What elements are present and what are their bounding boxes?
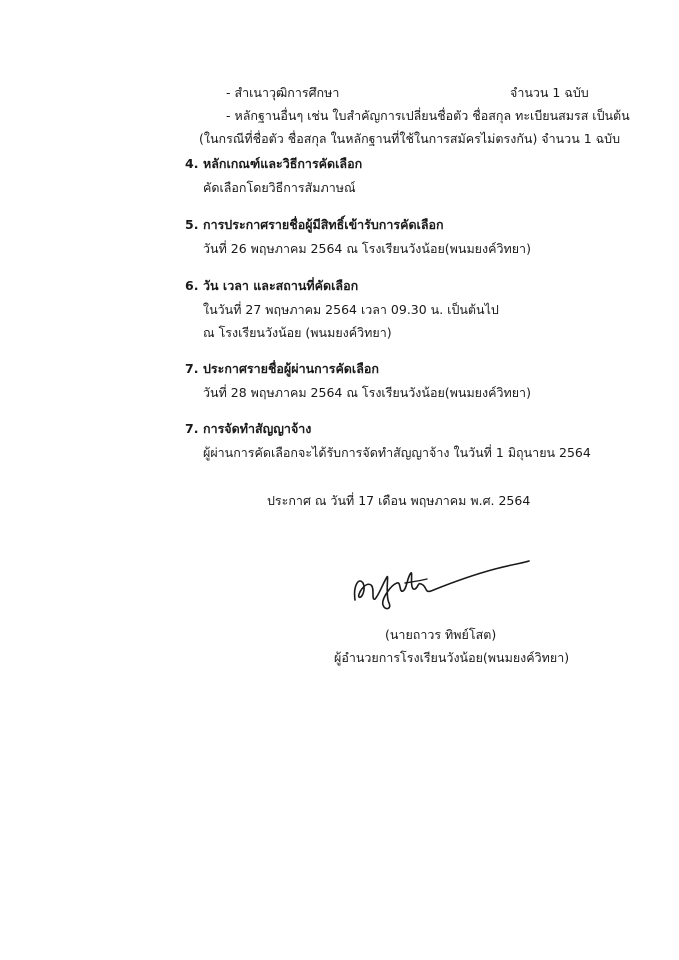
section-5-heading <box>185 217 444 233</box>
section-7a-line-1: วันที่ 28 พฤษภาคม 2564 ณ โรงเรียนวังน้อย(พนมยงค์วิทยา) <box>203 385 531 400</box>
section-title: หลักเกณฑ์และวิธีการคัดเลือก <box>203 156 363 171</box>
signature-image <box>345 555 535 615</box>
doc-item-transcript-count: จำนวน 1 ฉบับ <box>510 85 589 100</box>
section-4-heading <box>185 156 362 172</box>
section-number: 7. <box>185 361 199 376</box>
signatory-title: ผู้อำนวยการโรงเรียนวังน้อย(พนมยงค์วิทยา) <box>334 650 570 665</box>
section-6-line-2: ณ โรงเรียนวังน้อย (พนมยงค์วิทยา) <box>203 325 392 340</box>
section-number: 7. <box>185 421 199 436</box>
section-number: 5. <box>185 217 199 232</box>
section-title: การจัดทำสัญญาจ้าง <box>203 421 312 436</box>
section-6-heading <box>185 278 358 294</box>
section-4-line-1: คัดเลือกโดยวิธีการสัมภาษณ์ <box>203 180 356 195</box>
section-number: 4. <box>185 156 199 171</box>
section-5-line-1: วันที่ 26 พฤษภาคม 2564 ณ โรงเรียนวังน้อย(พนมยงค์วิทยา) <box>203 241 531 256</box>
section-7b-line-1: ผู้ผ่านการคัดเลือกจะได้รับการจัดทำสัญญาจ้าง ในวันที่ 1 มิถุนายน 2564 <box>203 445 591 460</box>
section-title: ประกาศรายชื่อผู้ผ่านการคัดเลือก <box>203 361 379 376</box>
doc-item-other-evidence: - หลักฐานอื่นๆ เช่น ใบสำคัญการเปลี่ยนชื่อตัว ชื่อสกุล ทะเบียนสมรส เป็นต้น <box>226 108 630 123</box>
section-title: การประกาศรายชื่อผู้มีสิทธิ์เข้ารับการคัดเลือก <box>203 217 444 232</box>
doc-item-other-evidence-note: (ในกรณีที่ชื่อตัว ชื่อสกุล ในหลักฐานที่ใช้ในการสมัครไม่ตรงกัน) จำนวน 1 ฉบับ <box>199 131 621 146</box>
section-number: 6. <box>185 278 199 293</box>
section-7a-heading <box>185 361 379 377</box>
announcement-date: ประกาศ ณ วันที่ 17 เดือน พฤษภาคม พ.ศ. 2564 <box>267 493 531 508</box>
section-7b-heading <box>185 421 311 437</box>
signatory-name: (นายถาวร ทิพย์โสต) <box>385 627 497 642</box>
section-6-line-1: ในวันที่ 27 พฤษภาคม 2564 เวลา 09.30 น. เป็นต้นไป <box>203 302 499 317</box>
section-title: วัน เวลา และสถานที่คัดเลือก <box>203 278 359 293</box>
doc-item-transcript: - สำเนาวุฒิการศึกษา <box>226 85 340 100</box>
